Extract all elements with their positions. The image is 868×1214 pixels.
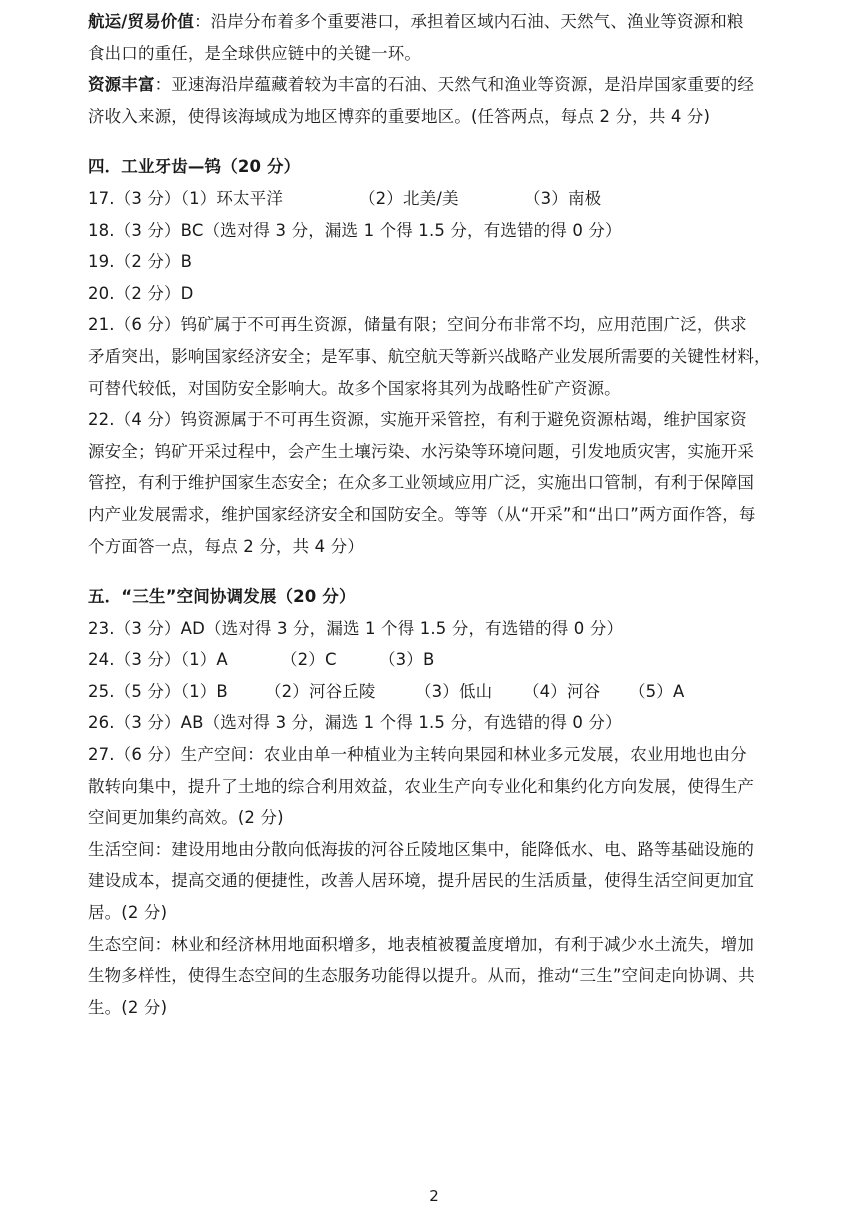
life-space-line-3: 居。(2 分)	[88, 903, 168, 923]
q19-answer: 19.（2 分）B	[88, 252, 193, 272]
q25-part-2: （2）河谷丘陵	[265, 681, 376, 701]
trade-paragraph-line-2: 食出口的重任，是全球供应链中的关键一环。	[88, 43, 421, 63]
q24-part-2: （2）C	[281, 650, 337, 670]
resource-paragraph-line-2: 济收入来源，使得该海域成为地区博弈的重要地区。(任答两点，每点 2 分，共 4 分)	[88, 106, 711, 126]
q17-part-3: （3）南极	[524, 188, 602, 208]
resource-title: 资源丰富	[88, 75, 155, 95]
eco-space-line-2: 生物多样性，使得生态空间的生态服务功能得以提升。从而，推动“三生”空间走向协调、共	[88, 966, 755, 986]
eco-space-line-1: 生态空间：林业和经济林用地面积增多，地表植被覆盖度增加，有利于减少水土流失，增加	[88, 934, 754, 954]
q22-line-3: 管控，有利于维护国家生态安全；在众多工业领域应用广泛，实施出口管制，有利于保障国	[88, 473, 754, 493]
q20-answer: 20.（2 分）D	[88, 283, 194, 303]
section-4-heading: 四．工业牙齿—钨（20 分）	[88, 157, 301, 177]
q25-part-5: （5）A	[629, 681, 685, 701]
section-5-heading: 五．“三生”空间协调发展（20 分）	[88, 587, 356, 607]
page-number: 2	[429, 1187, 439, 1205]
q25-part-3: （3）低山	[415, 681, 493, 701]
q17-part-2: （2）北美/美	[359, 188, 459, 208]
q21-line-2: 矛盾突出，影响国家经济安全；是军事、航空航天等新兴战略产业发展所需要的关键性材料，	[88, 346, 771, 366]
q22-line-1: 22.（4 分）钨资源属于不可再生资源，实施开采管控，有利于避免资源枯竭，维护国家资	[88, 410, 747, 430]
q25-part-1: 25.（5 分）（1）B	[88, 681, 228, 701]
life-space-line-2: 建设成本，提高交通的便捷性，改善人居环境，提升居民的生活质量，使得生活空间更加宜	[88, 871, 754, 891]
q26-answer: 26.（3 分）AB（选对得 3 分，漏选 1 个得 1.5 分，有选错的得 0 分）	[88, 713, 622, 733]
q24-part-1: 24.（3 分）（1）A	[88, 650, 228, 670]
resource-paragraph-line-1	[88, 69, 788, 101]
q21-line-3: 可替代较低，对国防安全影响大。故多个国家将其列为战略性矿产资源。	[88, 378, 621, 398]
q17-part-1: 17.（3 分）（1）环太平洋	[88, 188, 283, 208]
resource-text-1: ：亚速海沿岸蕴藏着较为丰富的石油、天然气和渔业等资源，是沿岸国家重要的经	[154, 75, 755, 95]
q24-part-3: （3）B	[379, 650, 435, 670]
q21-line-1: 21.（6 分）钨矿属于不可再生资源，储量有限；空间分布非常不均，应用范围广泛，供求	[88, 315, 747, 335]
q24-answer	[88, 644, 788, 676]
answer-content	[88, 6, 788, 1023]
q23-answer: 23.（3 分）AD（选对得 3 分，漏选 1 个得 1.5 分，有选错的得 0 分）	[88, 618, 624, 638]
eco-space-line-3: 生。(2 分)	[88, 997, 168, 1017]
trade-text-1: ：沿岸分布着多个重要港口，承担着区域内石油、天然气、渔业等资源和粮	[194, 12, 744, 31]
trade-value-title: 航运/贸易价值	[88, 12, 195, 31]
q27-line-3: 空间更加集约高效。(2 分)	[88, 808, 284, 828]
life-space-line-1: 生活空间：建设用地由分散向低海拔的河谷丘陵地区集中，能降低水、电、路等基础设施的	[88, 839, 754, 859]
q25-part-4: （4）河谷	[523, 681, 601, 701]
trade-paragraph-line-1	[88, 6, 788, 38]
q22-line-5: 个方面答一点，每点 2 分，共 4 分）	[88, 536, 364, 556]
q27-line-1: 27.（6 分）生产空间：农业由单一种植业为主转向果园和林业多元发展，农业用地也由分	[88, 745, 747, 765]
q18-answer: 18.（3 分）BC（选对得 3 分，漏选 1 个得 1.5 分，有选错的得 0 分）	[88, 220, 622, 240]
q27-line-2: 散转向集中，提升了土地的综合利用效益，农业生产向专业化和集约化方向发展，使得生产	[88, 776, 754, 796]
q25-answer	[88, 676, 788, 708]
q22-line-2: 源安全；钨矿开采过程中，会产生土壤污染、水污染等环境问题，引发地质灾害，实施开采	[88, 441, 754, 461]
q22-line-4: 内产业发展需求，维护国家经济安全和国防安全。等等（从“开采”和“出口”两方面作答，每	[88, 504, 756, 524]
q17-answer	[88, 183, 788, 215]
